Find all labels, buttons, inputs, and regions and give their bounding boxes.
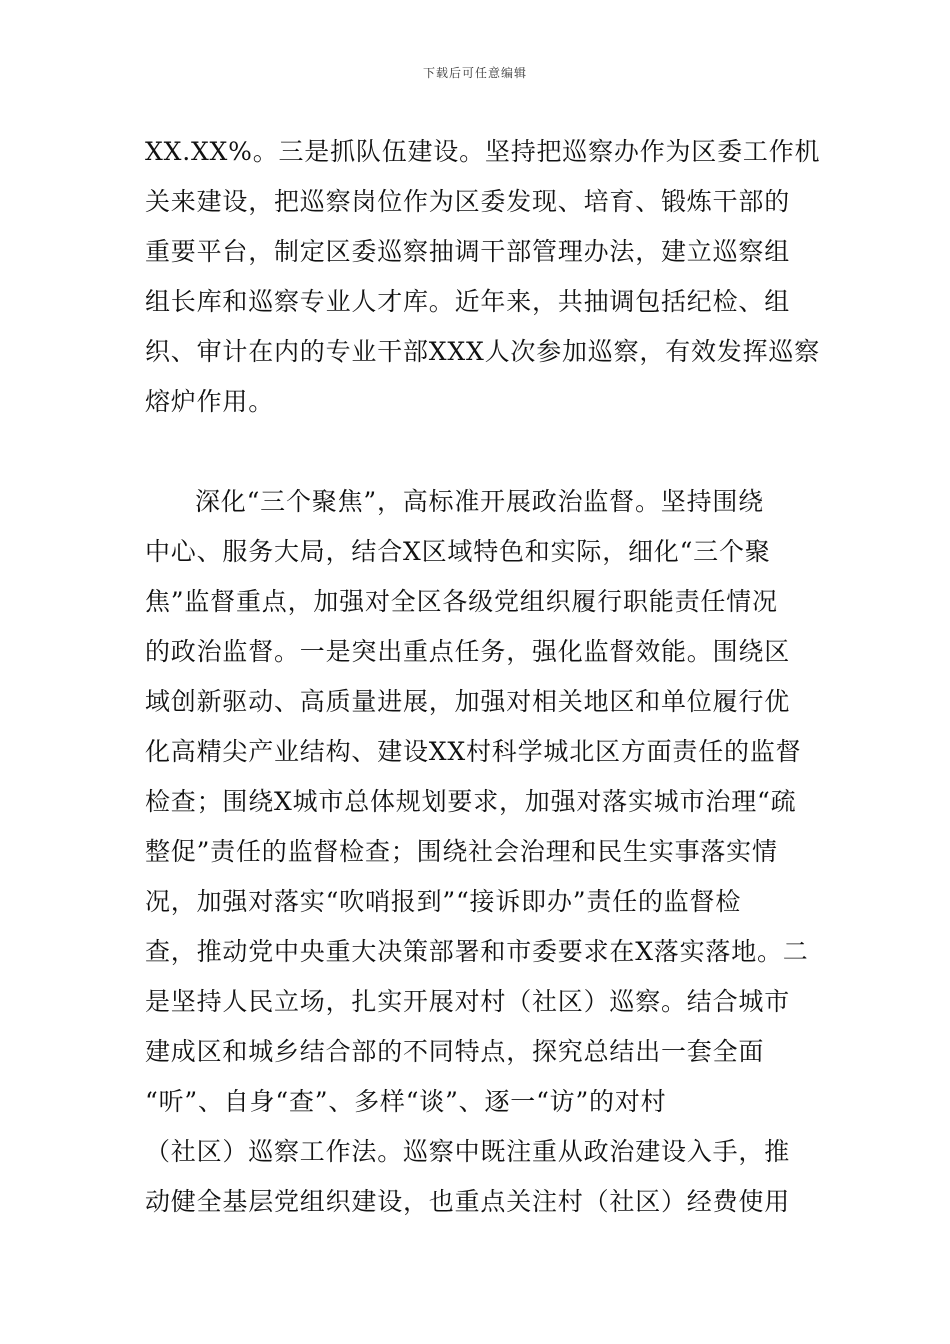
header-note: 下载后可任意编辑: [422, 66, 527, 80]
text-line: 关来建设，把巡察岗位作为区委发现、培育、锻炼干部的: [145, 187, 791, 216]
text-line: 的政治监督。一是突出重点任务，强化监督效能。围绕区: [145, 637, 791, 666]
text-line: 查，推动党中央重大决策部署和市委要求在X落实落地。二: [145, 937, 809, 966]
text-line: 熔炉作用。: [145, 387, 275, 416]
text-line: 焦”监督重点，加强对全区各级党组织履行职能责任情况: [145, 587, 778, 616]
paragraph-1: [145, 127, 821, 427]
text-line: 是坚持人民立场，扎实开展对村（社区）巡察。结合城市: [145, 987, 791, 1016]
text-line: XX.XX%。三是抓队伍建设。坚持把巡察办作为区委工作机: [145, 137, 821, 166]
paragraph-2: [145, 477, 807, 1227]
text-line: 织、审计在内的专业干部XXX人次参加巡察，有效发挥巡察: [145, 337, 820, 366]
text-line: 化高精尖产业结构、建设XX村科学城北区方面责任的监督: [145, 737, 802, 766]
text-line: 重要平台，制定区委巡察抽调干部管理办法，建立巡察组: [145, 237, 791, 266]
text-line: （社区）巡察工作法。巡察中既注重从政治建设入手，推: [145, 1137, 791, 1166]
text-line: 动健全基层党组织建设，也重点关注村（社区）经费使用: [145, 1187, 791, 1216]
text-line: 检查；围绕X城市总体规划要求，加强对落实城市治理“疏: [145, 787, 797, 816]
text-line: 组长库和巡察专业人才库。近年来，共抽调包括纪检、组: [145, 287, 791, 316]
text-line: 域创新驱动、高质量进展，加强对相关地区和单位履行优: [145, 687, 791, 716]
text-line: “听”、自身“查”、多样“谈”、逐一“访”的对村: [145, 1087, 667, 1116]
text-line: 中心、服务大局，结合X区域特色和实际，细化“三个聚: [145, 537, 771, 566]
text-line-first: 深化“三个聚焦”，高标准开展政治监督。坚持围绕: [195, 487, 764, 516]
text-line: 整促”责任的监督检查；围绕社会治理和民生实事落实情: [145, 837, 778, 866]
text-line: 建成区和城乡结合部的不同特点，探究总结出一套全面: [145, 1037, 765, 1066]
text-line: 况，加强对落实“吹哨报到”“接诉即办”责任的监督检: [145, 887, 742, 916]
